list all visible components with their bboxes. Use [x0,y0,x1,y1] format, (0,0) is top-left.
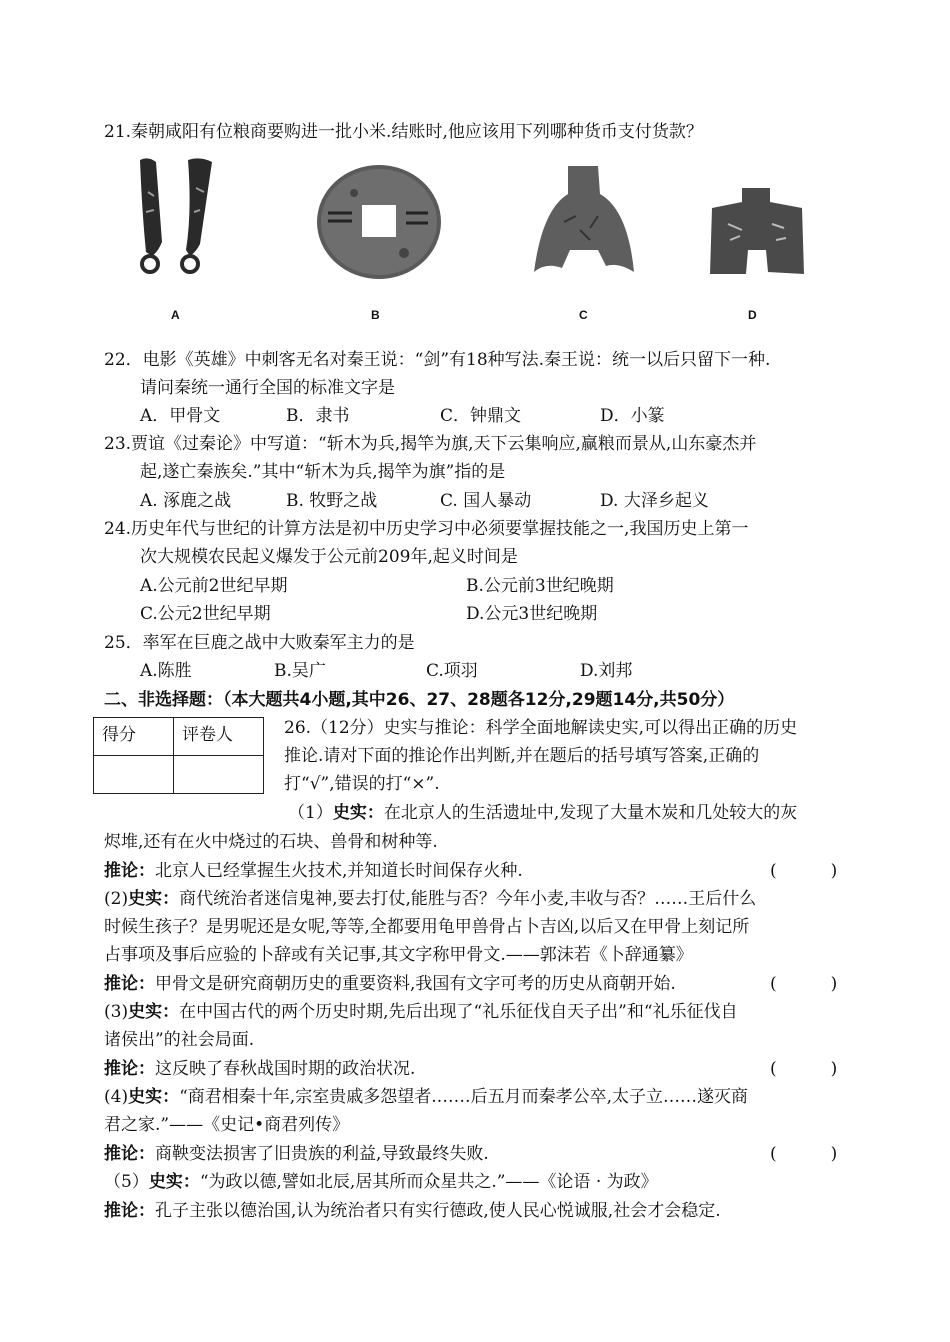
coin-label-c: C [579,308,588,322]
knife-coin-image [128,152,228,277]
round-coin-image [314,163,444,281]
q24-line2: 次大规模农民起义爆发于公元前209年,起义时间是 [140,547,518,567]
q26-item2-inference: 推论：甲骨文是研究商朝历史的重要资料,我国有文字可考的历史从商朝开始. [104,974,676,994]
q23-line2: 起,遂亡秦族矣.”其中“斩木为兵,揭竿为旗”指的是 [140,462,506,482]
coin-label-a: A [171,308,180,322]
q26-intro-line1: 26.（12分）史实与推论：科学全面地解读史实,可以得出正确的历史 [284,718,798,738]
q26-item4-fact-line1: (4)史实：“商君相秦十年,宗室贵戚多怨望者.……后五月而秦孝公卒,太子立……遂灭商 [104,1087,748,1107]
q22-option-a: A．甲骨文 [140,406,221,426]
q24-option-b: B.公元前3世纪晚期 [466,576,614,596]
q23-option-a: A. 涿鹿之战 [140,491,232,511]
q25-option-b: B.吴广 [274,661,326,681]
q25-line1: 25．率军在巨鹿之战中大败秦军主力的是 [104,633,415,653]
q26-item2-fact-line1: (2)史实：商代统治者迷信鬼神,要去打仗,能胜与否？今年小麦,丰收与否？……王后什么 [104,889,757,909]
q22-option-c: C．钟鼎文 [440,406,522,426]
q25-option-d: D.刘邦 [580,661,633,681]
q22-option-b: B．隶书 [286,406,350,426]
grader-header: 评卷人 [174,718,264,756]
q24-option-a: A.公元前2世纪早期 [140,576,288,596]
q23-line1: 23.贾谊《过秦论》中写道：“斩木为兵,揭竿为旗,天下云集响应,赢粮而景从,山东豪杰并 [104,434,757,454]
score-header: 得分 [94,718,174,756]
q26-item1-inference: 推论：北京人已经掌握生火技术,并知道长时间保存火种. [104,861,523,881]
q26-item4-inference: 推论：商鞅变法损害了旧贵族的利益,导致最终失败. [104,1144,489,1164]
q26-item4-answer-box[interactable]: ( ) [770,1144,838,1164]
score-cell[interactable] [94,756,174,794]
q26-item3-inference: 推论：这反映了春秋战国时期的政治状况. [104,1059,416,1079]
section2-heading: 二、非选择题：（本大题共4小题,其中26、27、28题各12分,29题14分,共50分） [104,690,735,710]
q26-item5-fact-line1: （5）史实：“为政以德,譬如北辰,居其所而众星共之.”——《论语 · 为政》 [104,1172,658,1192]
square-spade-coin-image [706,184,808,278]
q21-stem: 21.秦朝咸阳有位粮商要购进一批小米.结账时,他应该用下列哪种货币支付货款？ [104,122,703,142]
q26-item3-fact-line2: 诸侯出”的社会局面. [104,1030,255,1050]
q25-option-a: A.陈胜 [140,661,192,681]
score-table [93,717,264,794]
q26-item3-fact-line1: (3)史实：在中国古代的两个历史时期,先后出现了“礼乐征伐自天子出”和“礼乐征伐自 [104,1002,738,1022]
q23-option-c: C. 国人暴动 [440,491,532,511]
q26-item3-answer-box[interactable]: ( ) [770,1059,838,1079]
q26-item4-fact-line2: 君之家.”——《史记•商君列传》 [104,1115,350,1135]
q24-option-d: D.公元3世纪晚期 [466,604,598,624]
q26-item1-answer-box[interactable]: ( ) [770,861,838,881]
q26-intro-line2: 推论.请对下面的推论作出判断,并在题后的括号填写答案,正确的 [284,746,760,766]
coin-label-b: B [371,308,380,322]
q22-option-d: D．小篆 [600,406,665,426]
q26-item5-inference: 推论：孔子主张以德治国,认为统治者只有实行德政,使人民心悦诚服,社会才会稳定. [104,1201,721,1221]
q26-intro-line3: 打“√”,错误的打“×”. [284,774,440,794]
grader-cell[interactable] [174,756,264,794]
q23-option-b: B. 牧野之战 [286,491,378,511]
q26-item1-fact-line1: （1）史实：在北京人的生活遗址中,发现了大量木炭和几处较大的灰 [288,803,798,823]
q26-item2-answer-box[interactable]: ( ) [770,974,838,994]
q26-item2-fact-line3: 占事项及事后应验的卜辞或有关记事,其文字称甲骨文.——郭沫若《卜辞通纂》 [104,945,693,965]
q22-line1: 22．电影《英雄》中刺客无名对秦王说：“剑”有18种写法.秦王说：统一以后只留下一种. [104,350,771,370]
q24-line1: 24.历史年代与世纪的计算方法是初中历史学习中必须要掌握技能之一,我国历史上第一 [104,519,749,539]
coin-label-d: D [748,308,757,322]
spade-coin-image [528,160,640,282]
q25-option-c: C.项羽 [426,661,478,681]
q26-item2-fact-line2: 时候生孩子？是男呢还是女呢,等等,全都要用龟甲兽骨占卜吉凶,以后又在甲骨上刻记所 [104,917,750,937]
q23-option-d: D. 大泽乡起义 [600,491,709,511]
q22-line2: 请问秦统一通行全国的标准文字是 [140,378,395,398]
q26-item1-fact-line2: 烬堆,还有在火中烧过的石块、兽骨和树种等. [104,832,438,852]
q24-option-c: C.公元2世纪早期 [140,604,271,624]
